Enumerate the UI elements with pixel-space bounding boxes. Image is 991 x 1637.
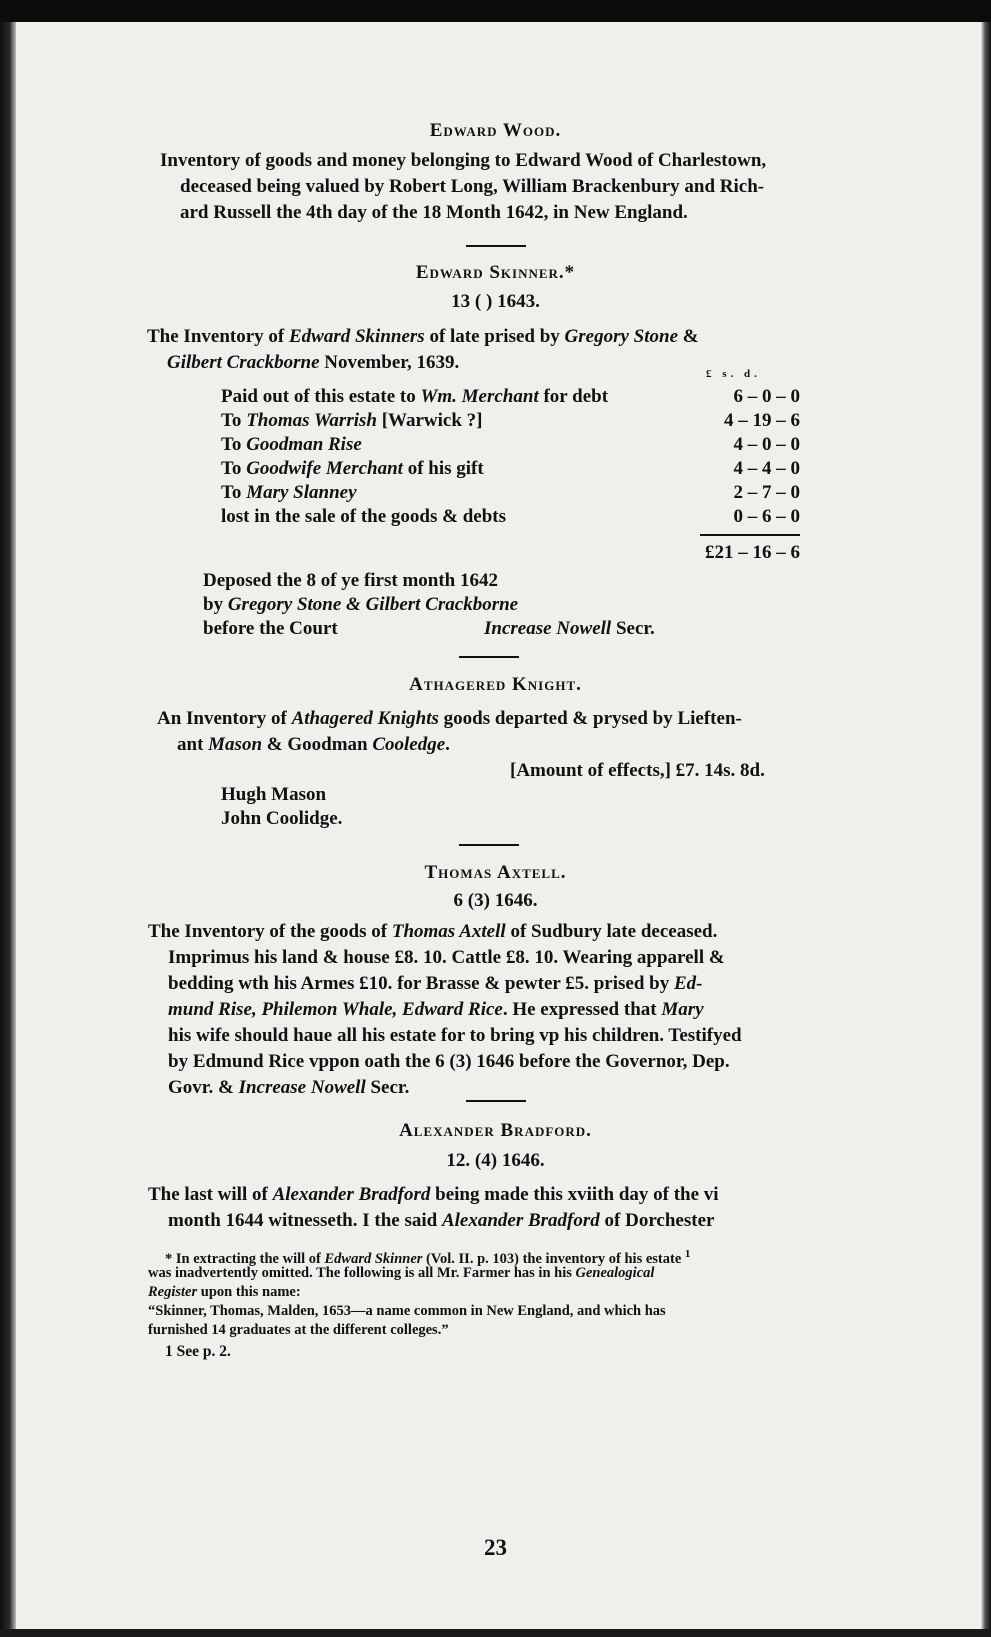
skinner-item-5: To Mary Slanney <box>221 482 357 503</box>
skinner-column-header: £ s. d. <box>706 368 761 380</box>
footnote-line-1: * In extracting the will of Edward Skinner (Vol. II. p. 103) the inventory of his estate $^1$ <box>165 1248 691 1267</box>
skinner-item-2: To Thomas Warrish [Warwick ?] <box>221 410 483 431</box>
skinner-date: 13 ( ) 1643. <box>451 291 540 312</box>
wood-line-3: ard Russell the 4th day of the 18 Month 1642, in New England. <box>180 202 688 223</box>
knight-paragraph: An Inventory of Athagered Knights goods departed & prysed by Lieften- ant Mason & Goodman Cooledge. <box>157 708 742 755</box>
heading-alexander-bradford: Alexander Bradford. <box>399 1120 592 1141</box>
axtell-paragraph: The Inventory of the goods of Thomas Axtell of Sudbury late deceased. Imprimus his land & house £8. 10. Cattle £8. 10. Wearing apparell & bedding wth his Armes £10. for Brasse & pewter £5. prised by Ed- mund Rise, Philemon Whale, Edward Rice. He expressed that Mary his wife should haue all his estate for to bring vp his children. Testifyed by Edmund Rice vppon oath the 6 (3) 1646 before the Governor, Dep. Govr. & Increase Nowell Secr. <box>148 921 742 1098</box>
skinner-amount-5: 2 – 7 – 0 <box>733 482 800 503</box>
knight-amount: [Amount of effects,] £7. 14s. 8d. <box>510 760 765 781</box>
heading-athagered-knight: Athagered Knight. <box>409 674 582 695</box>
footnote-line-5: furnished 14 graduates at the different colleges.” <box>148 1322 449 1338</box>
skinner-amount-6: 0 – 6 – 0 <box>733 506 800 527</box>
wood-paragraph <box>160 148 840 226</box>
skinner-amount-1: 6 – 0 – 0 <box>733 386 800 407</box>
section-divider <box>459 844 519 846</box>
footnote-line-2: was inadvertently omitted. The following is all Mr. Farmer has in his Genealogical <box>148 1265 655 1281</box>
skinner-total: £21 – 16 – 6 <box>705 542 800 563</box>
skinner-item-3: To Goodman Rise <box>221 434 362 455</box>
wood-line-2: deceased being valued by Robert Long, William Brackenbury and Rich- <box>180 176 765 197</box>
knight-signature-2: John Coolidge. <box>221 808 343 829</box>
bradford-date: 12. (4) 1646. <box>446 1150 545 1171</box>
page-number: 23 <box>484 1535 507 1560</box>
skinner-item-6: lost in the sale of the goods & debts <box>221 506 507 527</box>
heading-thomas-axtell: Thomas Axtell. <box>424 862 567 883</box>
sum-rule <box>700 534 800 536</box>
skinner-amount-2: 4 – 19 – 6 <box>724 410 800 431</box>
bradford-paragraph: The last will of Alexander Bradford being made this xviith day of the vi month 1644 witnesseth. I the said Alexander Bradford of Dorchester <box>148 1184 719 1231</box>
knight-signature-1: Hugh Mason <box>221 784 327 805</box>
skinner-deposed-1: Deposed the 8 of ye first month 1642 <box>203 570 499 591</box>
skinner-amount-3: 4 – 0 – 0 <box>733 434 800 455</box>
footnote-line-4: “Skinner, Thomas, Malden, 1653—a name common in New England, and which has <box>148 1303 666 1319</box>
skinner-secretary: Increase Nowell Secr. <box>484 618 655 639</box>
wood-line-1: Inventory of goods and money belonging to Edward Wood of Charlestown, <box>160 150 767 171</box>
skinner-item-4: To Goodwife Merchant of his gift <box>221 458 484 479</box>
heading-edward-wood: Edward Wood. <box>429 120 562 141</box>
skinner-deposed-3: before the Court <box>203 618 338 639</box>
section-divider <box>459 656 519 658</box>
footnote-line-3: Register upon this name: <box>148 1284 301 1300</box>
skinner-deposed-2: by Gregory Stone & Gilbert Crackborne <box>203 594 519 615</box>
skinner-item-1: Paid out of this estate to Wm. Merchant for debt <box>221 386 609 407</box>
skinner-amount-4: 4 – 4 – 0 <box>733 458 800 479</box>
heading-edward-skinner: Edward Skinner.* <box>415 262 576 283</box>
axtell-date: 6 (3) 1646. <box>453 890 538 911</box>
skinner-intro: The Inventory of Edward Skinners of late prised by Gregory Stone & Gilbert Crackborne November, 1639. <box>147 326 699 373</box>
footnote-line-6: 1 See p. 2. <box>165 1343 231 1360</box>
section-divider <box>466 1100 526 1102</box>
section-divider <box>466 245 526 247</box>
